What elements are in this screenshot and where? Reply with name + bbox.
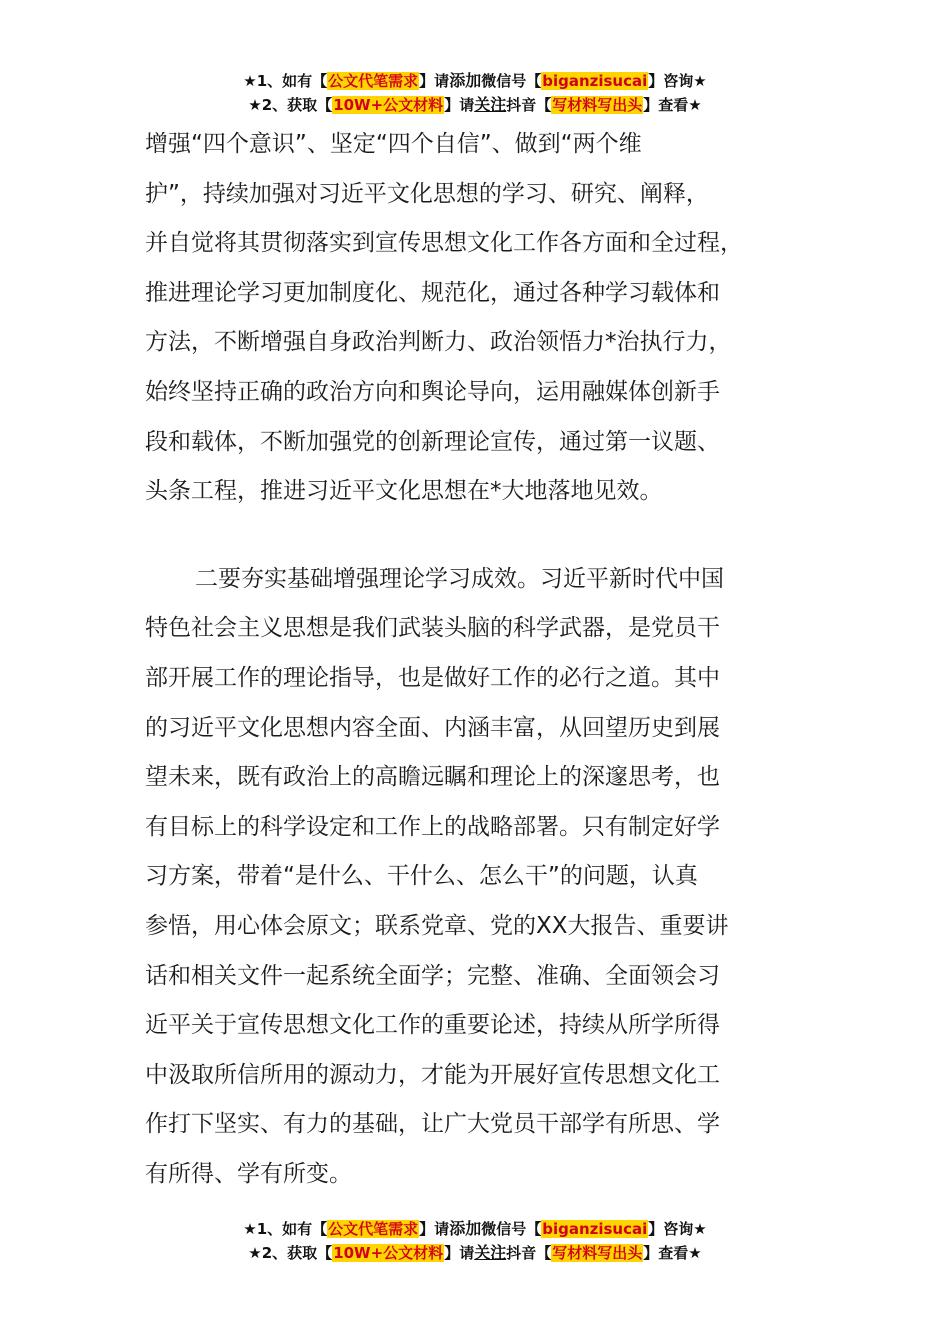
banner-emphasis: 添加 [449, 71, 482, 90]
banner-line-2 [0, 1242, 950, 1266]
highlight-materials: 10W+公文材料 [333, 1244, 444, 1262]
text-line: 头条工程，推进习近平文化思想在*大地落地见效。 [145, 478, 663, 505]
text-line: 有所得、学有所变。 [145, 1160, 352, 1187]
highlight-ghostwriting: 公文代笔需求 [328, 72, 419, 90]
text-line: 始终坚持正确的政治方向和舆论导向，运用融媒体创新手 [145, 378, 720, 405]
banner-text: 】请 [419, 1220, 450, 1238]
banner-emphasis: 关注 [474, 1243, 507, 1262]
banner-text: 】咨询★ [648, 1220, 707, 1238]
text-line: 并自觉将其贯彻落实到宣传思想文化工作各方面和全过程， [145, 230, 743, 257]
text-line: 有目标上的科学设定和工作上的战略部署。只有制定好学 [145, 813, 720, 840]
text-line: 话和相关文件一起系统全面学；完整、准确、全面领会习 [145, 962, 720, 989]
text-line: 望未来，既有政治上的高瞻远瞩和理论上的深邃思考，也 [145, 764, 720, 791]
banner-emphasis: 添加 [449, 1219, 482, 1238]
banner-text: 】查看★ [643, 1244, 702, 1262]
banner-text: ★2、获取【 [248, 96, 333, 114]
paragraph-1 [145, 120, 810, 517]
banner-line-2 [0, 94, 950, 118]
banner-text: ★1、如有【 [243, 1220, 328, 1238]
text-line: 部开展工作的理论指导，也是做好工作的必行之道。其中 [145, 664, 720, 691]
text-line: 段和载体，不断加强党的创新理论宣传，通过第一议题、 [145, 428, 720, 455]
text-line: 增强“四个意识”、坚定“四个自信”、做到“两个维 [145, 131, 642, 157]
banner-text: ★1、如有【 [243, 72, 328, 90]
banner-text: ★2、获取【 [248, 1244, 333, 1262]
highlight-ghostwriting: 公文代笔需求 [328, 1220, 419, 1238]
paragraph-2 [145, 555, 810, 1200]
text-line: 近平关于宣传思想文化工作的重要论述，持续从所学所得 [145, 1012, 720, 1039]
banner-text: 抖音【 [506, 1244, 552, 1262]
highlight-wechat-id: biganzisucai [542, 72, 648, 90]
text-line: 作打下坚实、有力的基础，让广大党员干部学有所思、学 [145, 1111, 720, 1138]
text-line: 参悟，用心体会原文；联系党章、党的XX大报告、重要讲 [145, 912, 729, 939]
highlight-wechat-id: biganzisucai [542, 1220, 648, 1238]
highlight-douyin-account: 写材料写出头 [552, 1244, 643, 1262]
footer-banner [0, 1218, 950, 1266]
text-line: 二要夯实基础增强理论学习成效。习近平新时代中国 [195, 565, 724, 592]
text-line: 方法，不断增强自身政治判断力、政治领悟力*治执行力， [145, 329, 732, 356]
document-body [145, 120, 810, 1199]
header-banner [0, 70, 950, 118]
banner-text: 】请 [419, 72, 450, 90]
banner-line-1 [0, 70, 950, 94]
banner-emphasis: 关注 [474, 95, 507, 114]
banner-line-1 [0, 1218, 950, 1242]
text-line: 中汲取所信所用的源动力，才能为开展好宣传思想文化工 [145, 1061, 720, 1088]
highlight-materials: 10W+公文材料 [333, 96, 444, 114]
banner-text: 】咨询★ [648, 72, 707, 90]
text-line: 习方案，带着“是什么、干什么、怎么干”的问题，认真 [145, 863, 698, 890]
banner-text: 】请 [444, 96, 475, 114]
banner-text: 微信号【 [481, 1220, 542, 1238]
banner-text: 】请 [444, 1244, 475, 1262]
text-line: 特色社会主义思想是我们武装头脑的科学武器，是党员干 [145, 615, 720, 642]
highlight-douyin-account: 写材料写出头 [552, 96, 643, 114]
banner-text: 抖音【 [506, 96, 552, 114]
banner-text: 】查看★ [643, 96, 702, 114]
text-line: 推进理论学习更加制度化、规范化，通过各种学习载体和 [145, 279, 720, 306]
text-line: 护”，持续加强对习近平文化思想的学习、研究、阐释， [145, 180, 709, 207]
banner-text: 微信号【 [481, 72, 542, 90]
text-line: 的习近平文化思想内容全面、内涵丰富，从回望历史到展 [145, 714, 720, 741]
